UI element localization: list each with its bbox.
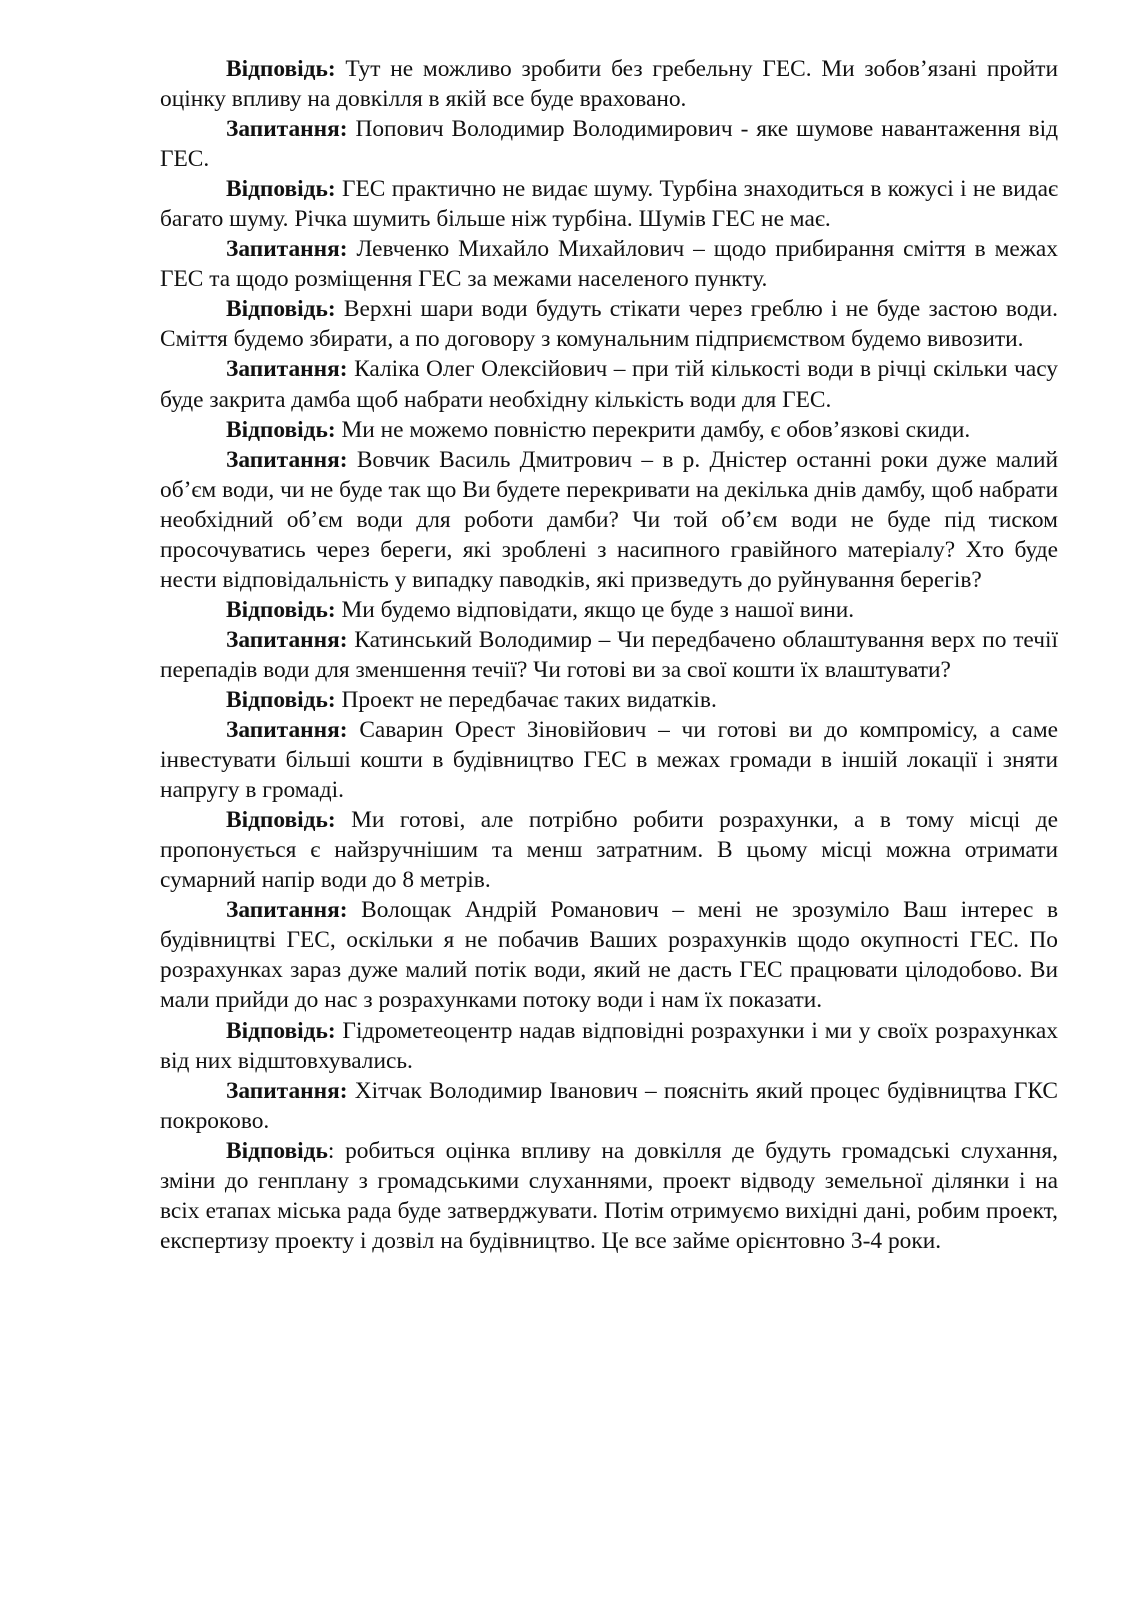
answer-paragraph (160, 294, 1058, 354)
answer-paragraph (160, 595, 1058, 625)
answer-text: Проект не передбачає таких видатків. (335, 686, 717, 713)
answer-text: Гідрометеоцентр надав відповідні розрахунки і ми у своїх розрахунках від них відштовхувались. (160, 1017, 1058, 1074)
answer-paragraph (160, 1136, 1058, 1256)
question-label: Запитання: (226, 626, 348, 653)
question-text: Левченко Михайло Михайлович – щодо прибирання сміття в межах ГЕС та щодо розміщення ГЕС за межами населеного пункту. (160, 236, 1058, 293)
question-label: Запитання: (226, 1077, 348, 1104)
answer-label: Відповідь: (226, 296, 336, 323)
question-text: Саварин Орест Зіновійович – чи готові ви до компромісу, а саме інвестувати більші кошти в будівництво ГЕС в межах громади в іншій локації і зняти напругу в громаді. (160, 717, 1058, 804)
answer-text: Ми будемо відповідати, якщо це буде з нашої вини. (335, 596, 855, 623)
answer-label: Відповідь: (226, 416, 336, 443)
question-text: Вовчик Василь Дмитрович – в р. Дністер останні роки дуже малий об’єм води, чи не буде так що Ви будете перекривати на декілька днів дамбу, щоб набрати необхідний об’єм води для роботи дамби? Чи той об’єм води не буде під тиском просочуватись через береги, які зроблені з насипного гравійного матеріалу? Хто буде нести відповідальність у випадку паводків, які призведуть до руйнування берегів? (160, 446, 1058, 593)
answer-paragraph (160, 54, 1058, 114)
question-label: Запитання: (226, 116, 348, 143)
answer-label: Відповідь: (226, 1017, 336, 1044)
answer-label: Відповідь: (226, 596, 336, 623)
answer-label: Відповідь: (226, 686, 336, 713)
answer-text: ГЕС практично не видає шуму. Турбіна знаходиться в кожусі і не видає багато шуму. Річка шумить більше ніж турбіна. Шумів ГЕС не має. (160, 176, 1058, 233)
answer-label: Відповідь: (226, 807, 336, 834)
answer-paragraph (160, 805, 1058, 895)
answer-label: Відповідь: (226, 176, 336, 203)
question-text: Попович Володимир Володимирович - яке шумове навантаження від ГЕС. (160, 116, 1058, 173)
answer-text: : робиться оцінка впливу на довкілля де будуть громадські слухання, зміни до генплану з громадськими слуханнями, проект відводу земельної ділянки і на всіх етапах міська рада буде затверджувати. Потім отримуємо вихідні дані, робим проект, експертизу проекту і дозвіл на будівництво. Це все займе орієнтовно 3-4 роки. (160, 1137, 1058, 1254)
document-page (160, 54, 1058, 1256)
question-paragraph (160, 114, 1058, 174)
question-paragraph (160, 234, 1058, 294)
question-paragraph (160, 895, 1058, 1015)
question-paragraph (160, 625, 1058, 685)
answer-text: Ми не можемо повністю перекрити дамбу, є обов’язкові скиди. (335, 416, 971, 443)
question-text: Волощак Андрій Романович – мені не зрозуміло Ваш інтерес в будівництві ГЕС, оскільки я не побачив Ваших розрахунків щодо окупності ГЕС. По розрахунках зараз дуже малий потік води, який не дасть ГЕС працювати цілодобово. Ви мали прийди до нас з розрахунками потоку води і нам їх показати. (160, 897, 1058, 1014)
question-label: Запитання: (226, 446, 348, 473)
answer-label: Відповідь: (226, 56, 336, 82)
question-text: Хітчак Володимир Іванович – поясніть який процес будівництва ГКС покроково. (160, 1077, 1058, 1134)
answer-label: Відповідь (226, 1137, 328, 1164)
answer-paragraph (160, 174, 1058, 234)
question-text: Катинський Володимир – Чи передбачено облаштування верх по течії перепадів води для зменшення течії? Чи готові ви за свої кошти їх влаштувати? (160, 626, 1058, 683)
question-paragraph (160, 1076, 1058, 1136)
question-paragraph (160, 445, 1058, 595)
question-label: Запитання: (226, 897, 348, 924)
answer-text: Ми готові, але потрібно робити розрахунки, а в тому місці де пропонується є найзручнішим та менш затратним. В цьому місці можна отримати сумарний напір води до 8 метрів. (160, 807, 1058, 894)
question-label: Запитання: (226, 717, 348, 744)
question-label: Запитання: (226, 236, 348, 263)
answer-paragraph (160, 1016, 1058, 1076)
answer-paragraph (160, 685, 1058, 715)
answer-text: Тут не можливо зробити без гребельну ГЕС. Ми зобов’язані пройти оцінку впливу на довкілля в якій все буде враховано. (160, 56, 1058, 113)
question-label: Запитання: (226, 356, 348, 383)
question-paragraph (160, 715, 1058, 805)
question-paragraph (160, 354, 1058, 414)
answer-paragraph (160, 415, 1058, 445)
question-text: Каліка Олег Олексійович – при тій кількості води в річці скільки часу буде закрита дамба щоб набрати необхідну кількість води для ГЕС. (160, 356, 1058, 413)
answer-text: Верхні шари води будуть стікати через греблю і не буде застою води. Сміття будемо збирати, а по договору з комунальним підприємством будемо вивозити. (160, 296, 1058, 353)
